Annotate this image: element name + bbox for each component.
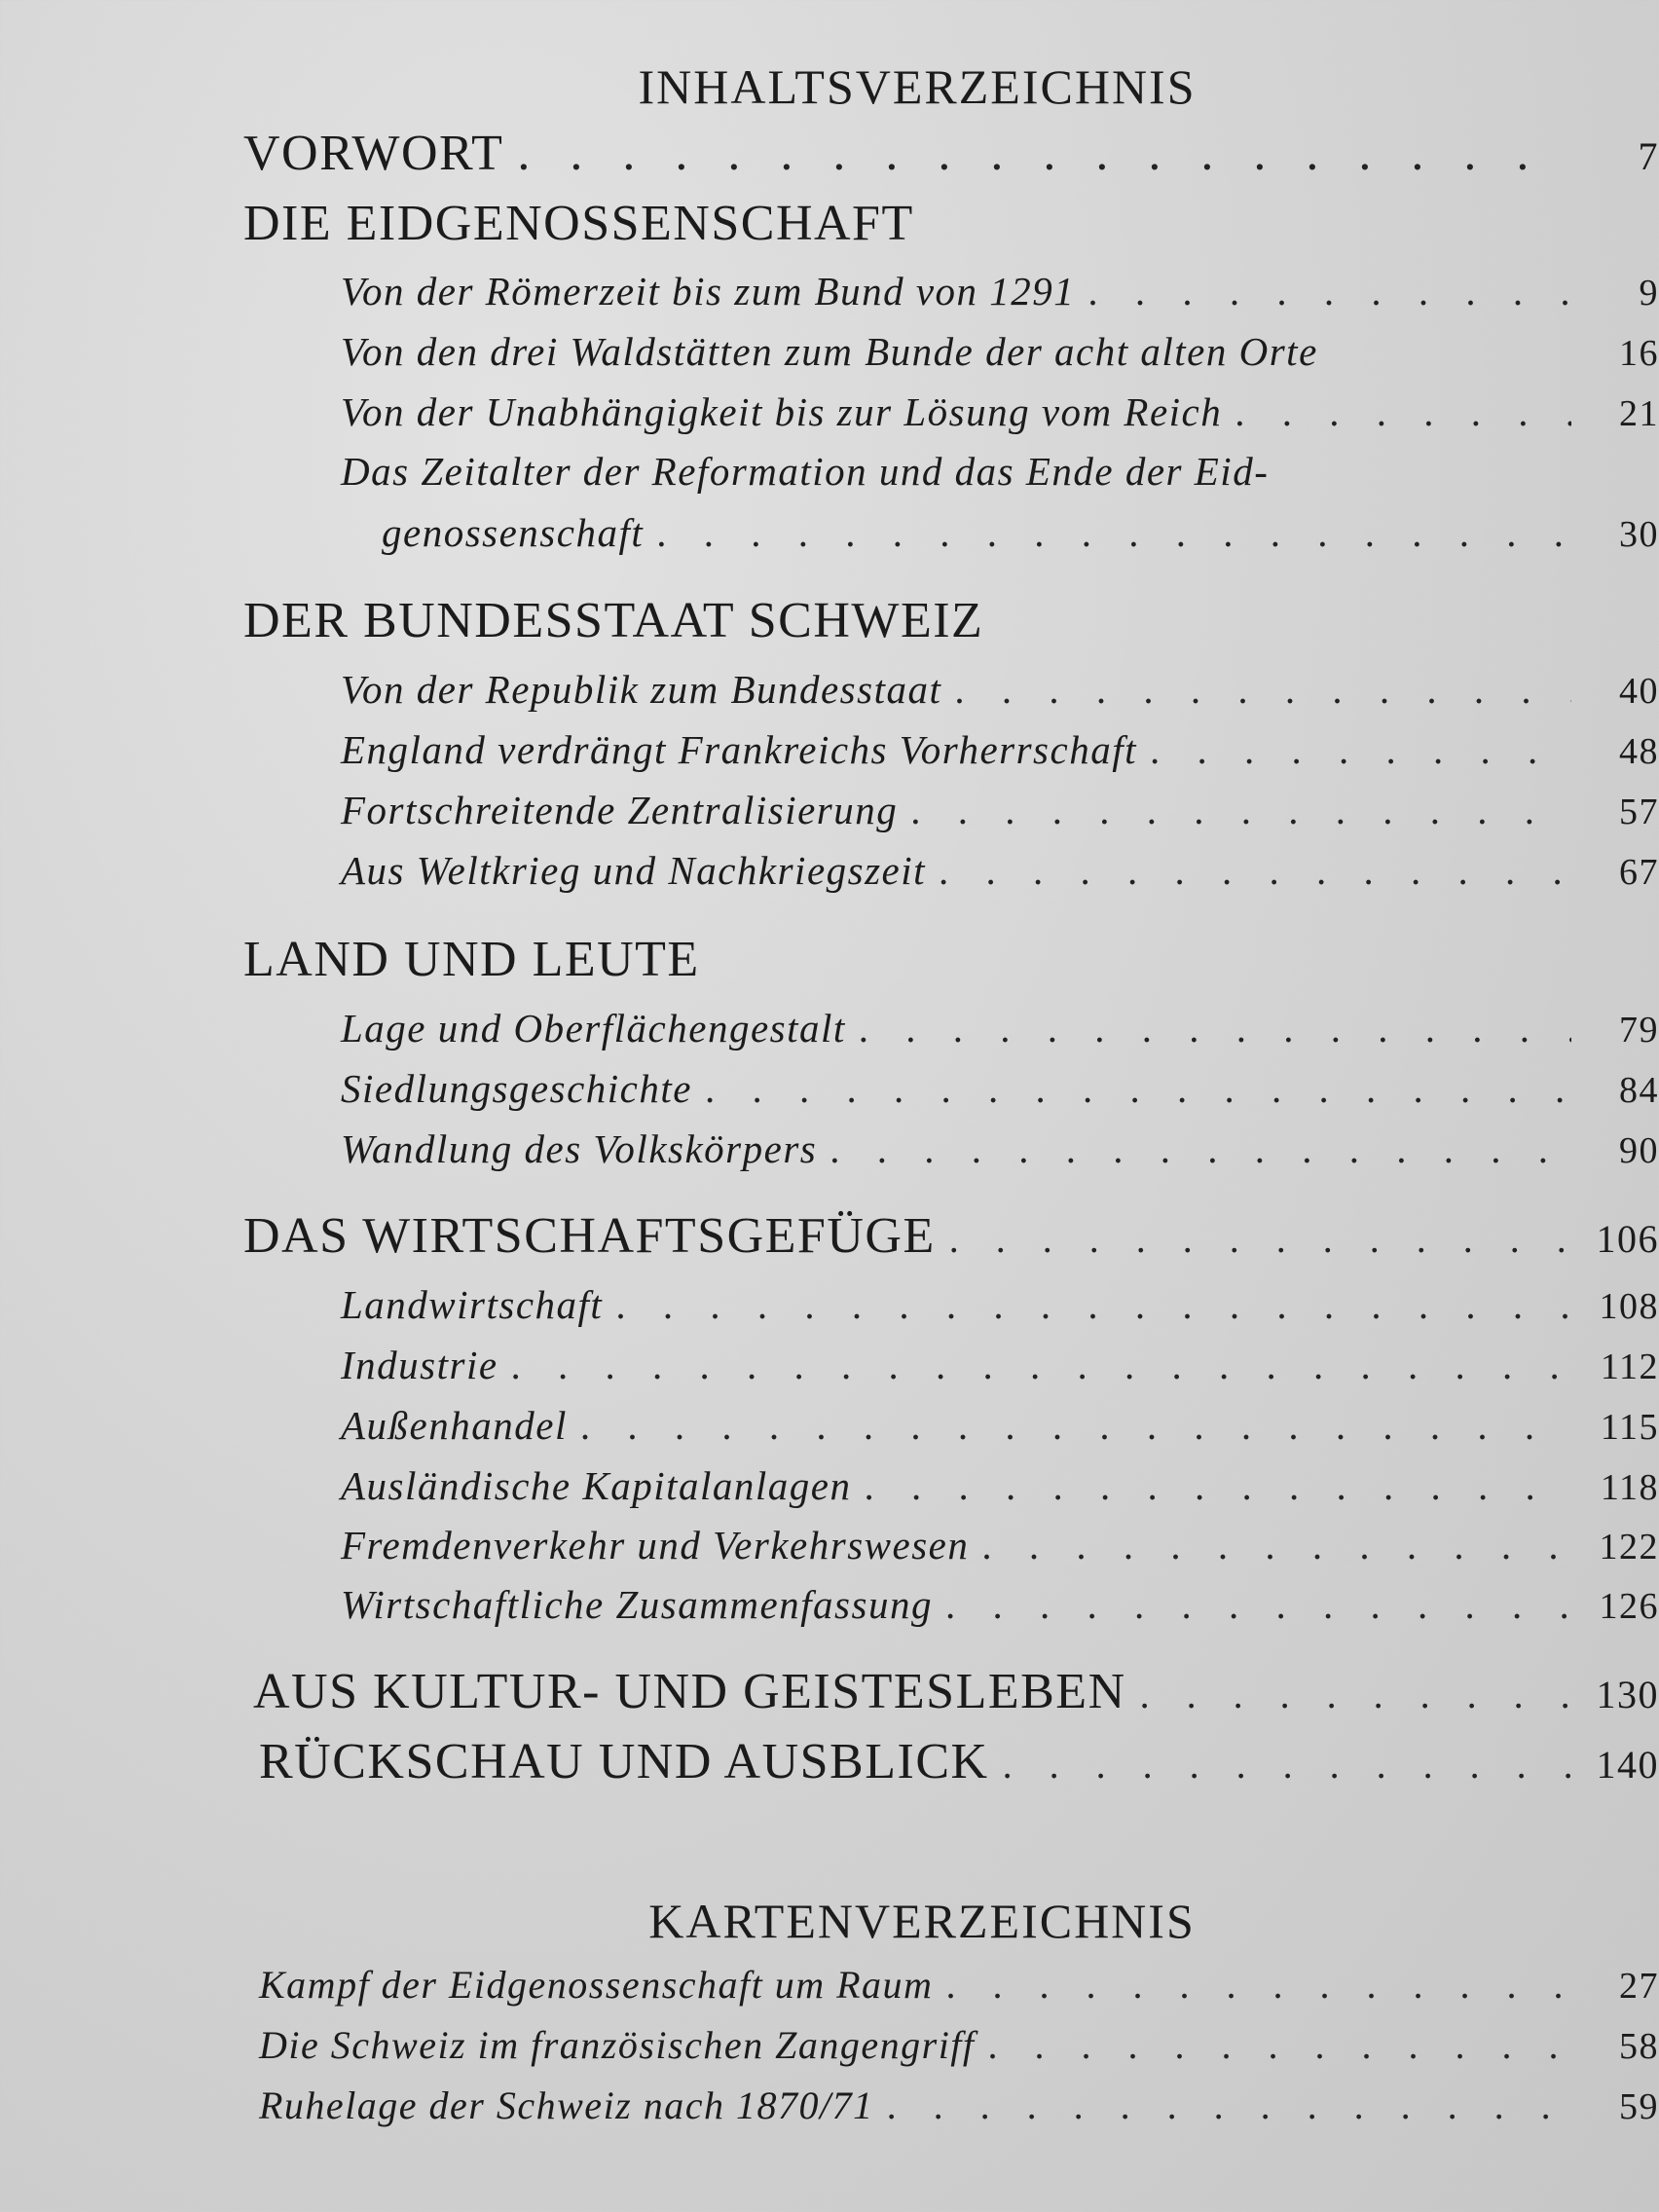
toc-entry-page: 130	[1596, 1673, 1659, 1716]
contents-title: INHALTSVERZEICHNIS	[638, 59, 1197, 114]
toc-entry-page: 112	[1600, 1346, 1659, 1387]
toc-entry-page: 21	[1619, 393, 1659, 434]
map-entry-label: Die Schweiz im französischen Zangengriff	[259, 2023, 976, 2067]
toc-entry-page: 16	[1619, 333, 1659, 374]
toc-entry-label: VORWORT	[243, 126, 504, 181]
toc-entry-label: England verdrängt Frankreichs Vorherrschaft	[341, 727, 1137, 772]
toc-entry-page: 126	[1599, 1586, 1659, 1627]
toc-entry-label: AUS KULTUR- UND GEISTESLEBEN	[253, 1664, 1126, 1719]
toc-entry-page: 9	[1639, 273, 1659, 313]
toc-entry-page: 108	[1599, 1286, 1659, 1327]
toc-entry-label: Landwirtschaft	[341, 1282, 604, 1327]
toc-entry-page: 57	[1619, 792, 1659, 832]
toc-entry-page: 106	[1596, 1217, 1659, 1261]
toc-entry-page: 40	[1619, 671, 1659, 712]
maps-title: KARTENVERZEICHNIS	[648, 1894, 1196, 1948]
toc-entry-page: 122	[1599, 1527, 1659, 1567]
toc-entry-label: Lage und Oberflächengestalt	[341, 1006, 846, 1051]
toc-entry-label: Von der Republik zum Bundesstaat	[341, 667, 942, 712]
toc-entry-label: Fremdenverkehr und Verkehrswesen	[341, 1523, 970, 1567]
toc-entry-page: 30	[1619, 514, 1659, 555]
map-entry-page: 59	[1619, 2086, 1659, 2127]
toc-entry-label: DAS WIRTSCHAFTSGEFÜGE	[243, 1208, 936, 1264]
toc-entry-label: Das Zeitalter der Reformation und das Ende der Eid-	[341, 449, 1270, 494]
toc-entry-page: 79	[1619, 1010, 1659, 1051]
dot-leader	[989, 2022, 1571, 2068]
toc-entry-label: Siedlungsgeschichte	[341, 1066, 692, 1111]
toc-entry-page: 7	[1638, 134, 1659, 178]
toc-entry-label: DIE EIDGENOSSENSCHAFT	[243, 196, 914, 251]
toc-entry-label: RÜCKSCHAU UND AUSBLICK	[259, 1734, 989, 1789]
toc-entry-label: Von der Römerzeit bis zum Bund von 1291	[341, 269, 1076, 313]
toc-entry-label: Wirtschaftliche Zusammenfassung	[341, 1582, 933, 1627]
toc-entry-label: Ausländische Kapitalanlagen	[341, 1463, 852, 1508]
dot-leader	[888, 2083, 1571, 2128]
toc-entry-label: Industrie	[341, 1343, 498, 1387]
map-entry[interactable]	[0, 2083, 1659, 2128]
toc-entry-page: 118	[1600, 1467, 1659, 1508]
toc-entry-label: genossenschaft	[382, 510, 645, 555]
toc-entry-label: Wandlung des Volkskörpers	[341, 1126, 818, 1171]
toc-entry-label: DER BUNDESSTAAT SCHWEIZ	[243, 593, 984, 648]
toc-entry-page: 140	[1596, 1743, 1659, 1787]
dot-leader	[946, 1962, 1571, 2008]
map-entry[interactable]	[0, 2022, 1659, 2068]
toc-entry-label: Außenhandel	[341, 1403, 568, 1448]
toc-entry-label: Fortschreitende Zentralisierung	[341, 788, 899, 832]
toc-entry-label: Aus Weltkrieg und Nachkriegszeit	[341, 848, 927, 893]
map-entry-page: 27	[1619, 1966, 1659, 2007]
toc-entry-page: 48	[1619, 731, 1659, 772]
toc-entry-label: Von der Unabhängigkeit bis zur Lösung vom Reich	[341, 389, 1223, 434]
toc-entry-label: Von den drei Waldstätten zum Bunde der acht alten Orte	[341, 329, 1318, 374]
toc-entry-page: 67	[1619, 852, 1659, 893]
map-entry[interactable]	[0, 1962, 1659, 2008]
toc-entry-label: LAND UND LEUTE	[243, 932, 700, 987]
map-entry-label: Ruhelage der Schweiz nach 1870/71	[259, 2083, 874, 2127]
map-entry-label: Kampf der Eidgenossenschaft um Raum	[259, 1963, 934, 2007]
map-entry-page: 58	[1619, 2026, 1659, 2067]
toc-entry-page: 115	[1600, 1407, 1659, 1448]
toc-entry-page: 90	[1619, 1130, 1659, 1171]
toc-entry-page: 84	[1619, 1070, 1659, 1111]
